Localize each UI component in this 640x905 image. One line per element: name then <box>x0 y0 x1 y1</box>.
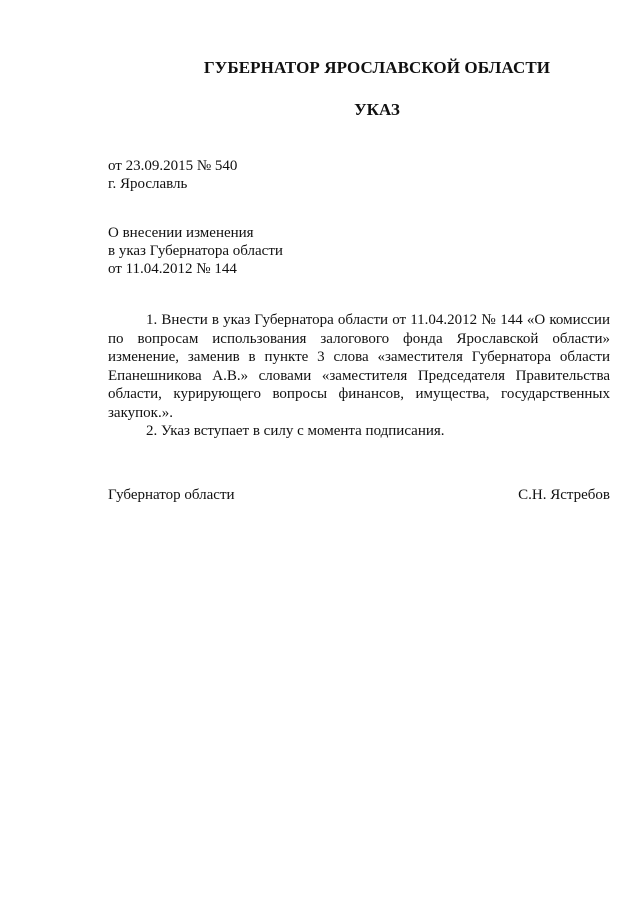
signatory-position: Губернатор области <box>108 487 235 503</box>
subject-line-2: в указ Губернатора области <box>108 243 283 259</box>
subject-line-3: от 11.04.2012 № 144 <box>108 261 237 277</box>
decree-paragraph-2: 2. Указ вступает в силу с момента подписания. <box>146 423 445 439</box>
decree-paragraph-1: 1. Внести в указ Губернатора области от 11.04.2012 № 144 «О комиссии по вопросам использования залогового фонда Ярославской области» изменение, заменив в пункте 3 слова «заместителя Губернатора области Епанешникова А.В.» словами «заместителя Председателя Правительства области, курирующего вопросы финансов, имущества, государственных закупок.». <box>108 312 610 421</box>
decree-place: г. Ярославль <box>108 176 188 192</box>
decree-body <box>108 311 610 441</box>
signatory-name: С.Н. Ястребов <box>518 487 610 503</box>
decree-date-number: от 23.09.2015 № 540 <box>108 158 238 174</box>
document-type-heading: УКАЗ <box>354 100 400 119</box>
issuing-authority-heading: ГУБЕРНАТОР ЯРОСЛАВСКОЙ ОБЛАСТИ <box>203 58 551 77</box>
subject-line-1: О внесении изменения <box>108 225 254 241</box>
